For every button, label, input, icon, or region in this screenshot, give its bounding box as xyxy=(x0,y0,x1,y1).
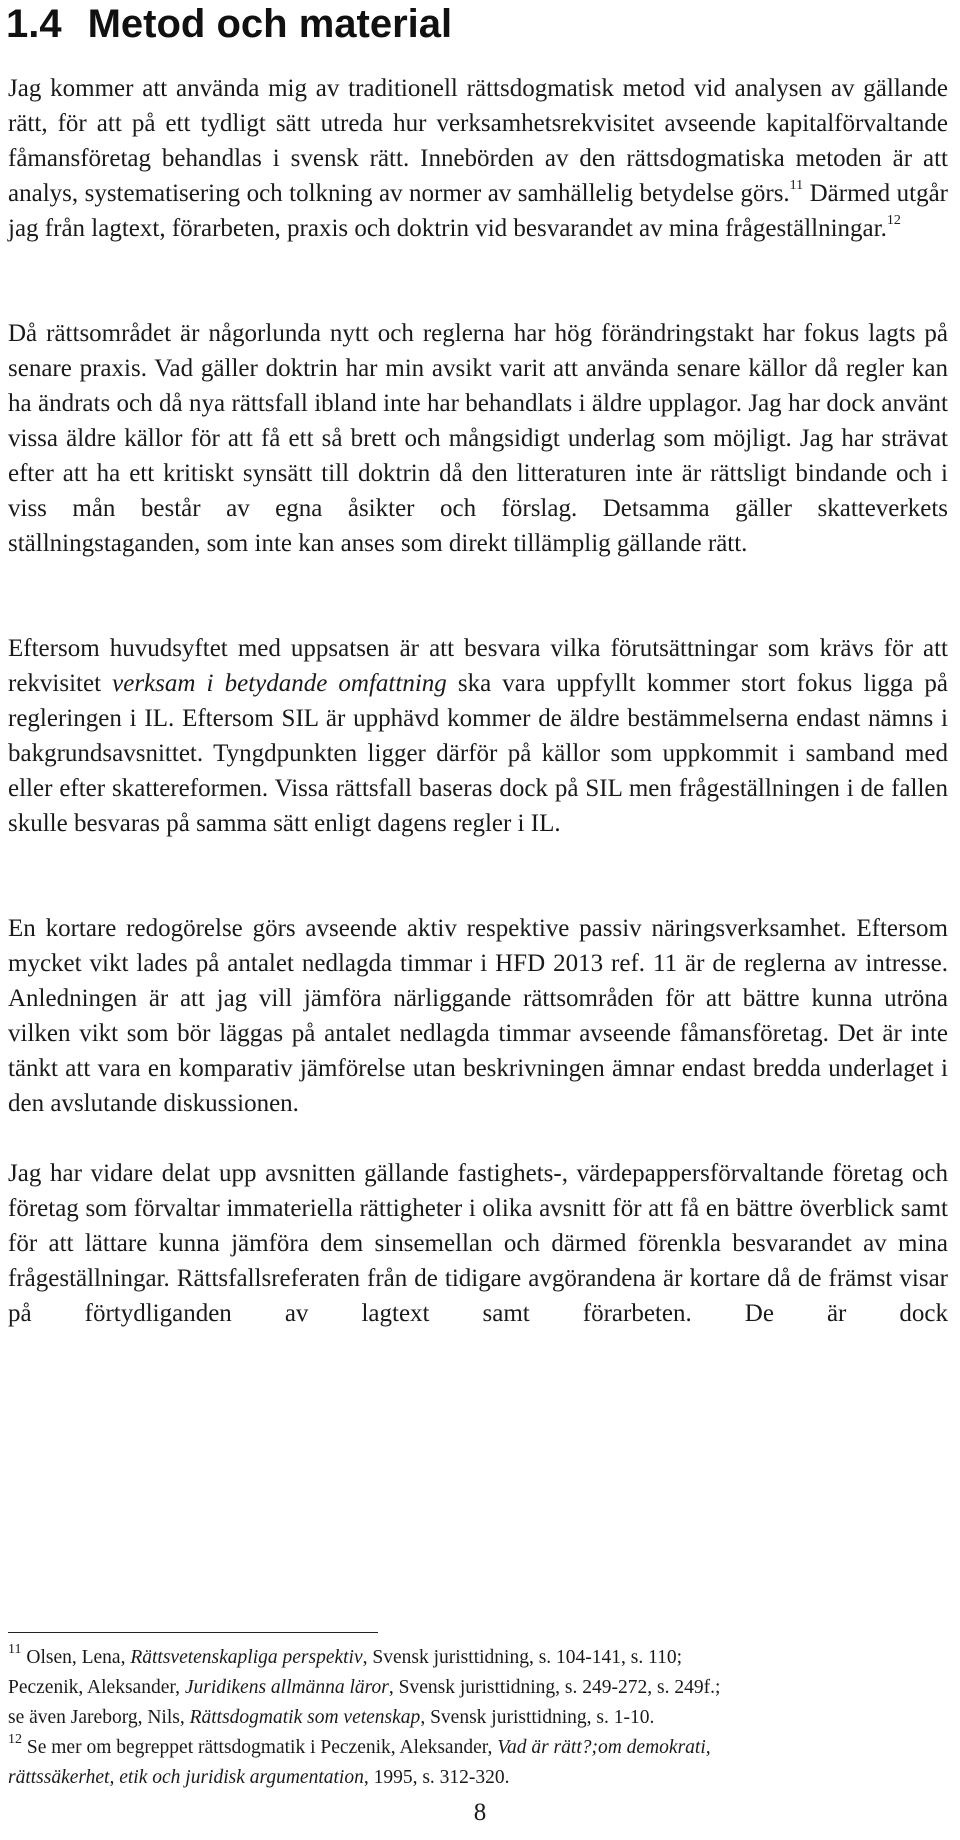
footnote-title: Vad är rätt?;om demokrati, xyxy=(497,1737,711,1758)
footnote-ref-11[interactable]: 11 xyxy=(789,177,804,193)
footnote-divider xyxy=(8,1632,378,1633)
paragraph-text: En kortare redogörelse görs avseende aktiv respektive passiv näringsverksamhet. Eftersom mycket vikt lades på antalet nedlagda timmar i HFD 2013 ref. 11 är de reglerna av intresse. Anledningen är att jag vill jämföra närliggande rättsområden för att bättre kunna utröna vilken vikt som bör läggas på antalet nedlagda timmar avseende fåmansföretag. Det är inte tänkt att vara en komparativ jämförelse utan beskrivningen ämnar endast bredda underlaget i den avslutande diskussionen. xyxy=(8,915,948,1117)
footnote-title: Juridikens allmänna läror xyxy=(184,1677,389,1698)
footnote-title: Rättsdogmatik som vetenskap xyxy=(189,1707,421,1728)
paragraph-comparison xyxy=(8,911,948,1121)
footnote-number: 12 xyxy=(8,1731,22,1747)
page-number: 8 xyxy=(473,1799,487,1826)
footnotes xyxy=(8,1643,948,1793)
paragraph-structure xyxy=(8,1156,948,1331)
footnote-title: Rättsvetenskapliga perspektiv xyxy=(130,1647,363,1668)
footnote-ref-12[interactable]: 12 xyxy=(886,212,901,228)
footnote-text: , Svensk juristtidning, s. 104-141, s. 110; xyxy=(362,1647,683,1668)
paragraph-method xyxy=(8,71,948,246)
section-heading xyxy=(6,2,452,46)
paragraph-focus xyxy=(8,631,948,841)
paragraph-text: Eftersom huvudsyftet med uppsatsen är att besvara vilka förutsättningar som krävs för att rekvisitet xyxy=(8,635,948,697)
section-title: Metod och material xyxy=(87,2,453,46)
paragraph-sources xyxy=(8,316,948,561)
footnote-text: se även Jareborg, Nils, xyxy=(8,1707,190,1728)
paragraph-text: Jag kommer att använda mig av traditionell rättsdogmatisk metod vid analysen av gällande rätt, för att på ett tydligt sätt utreda hur verksamhetsrekvisitet avseende kapitalförvaltande fåmansföretag behandlas i svensk rätt. Innebörden av den rättsdogmatiska metoden är att analys, systematisering och tolkning av normer av samhällelig betydelse görs. xyxy=(8,75,948,207)
paragraph-text: Jag har vidare delat upp avsnitten gällande fastighets-, värdepappersförvaltande företag och företag som förvaltar immateriella rättigheter i olika avsnitt för att få en bättre överblick samt för att lättare kunna jämföra dem sinsemellan och därmed förenkla besvarandet av mina frågeställningar. Rättsfallsreferaten från de tidigare avgörandena är kortare då de främst visar på förtydliganden av lagtext samt förarbeten. De är dock xyxy=(8,1160,948,1327)
footnote-text: , Svensk juristtidning, s. 249-272, s. 249f.; xyxy=(388,1677,721,1698)
footnote-12 xyxy=(8,1733,948,1793)
footnote-11 xyxy=(8,1643,948,1733)
section-number: 1.4 xyxy=(6,2,62,46)
paragraph-text: ska vara uppfyllt kommer stort fokus ligga på regleringen i IL. Eftersom SIL är upphävd kommer de äldre bestämmelserna endast nämns i bakgrundsavsnittet. Tyngdpunkten ligger därför på källor som uppkommit i samband med eller efter skattereformen. Vissa rättsfall baseras dock på SIL men frågeställningen i de fallen skulle besvaras på samma sätt enligt dagens regler i IL. xyxy=(8,670,949,837)
footnote-text: , Svensk juristtidning, s. 1-10. xyxy=(420,1707,655,1728)
footnote-text: , 1995, s. 312-320. xyxy=(363,1767,510,1788)
footnote-number: 11 xyxy=(8,1641,22,1657)
paragraph-text: Därmed utgår jag från lagtext, förarbeten, praxis och doktrin vid besvarandet av mina frågeställningar. xyxy=(8,180,948,242)
footnote-text: Se mer om begreppet rättsdogmatik i Peczenik, Aleksander, xyxy=(26,1737,498,1758)
emphasized-term: verksam i betydande omfattning xyxy=(112,670,447,697)
paragraph-text: Då rättsområdet är någorlunda nytt och reglerna har hög förändringstakt har fokus lagts på senare praxis. Vad gäller doktrin har min avsikt varit att använda senare källor då regler kan ha ändrats och då nya rättsfall ibland inte har behandlats i äldre upplagor. Jag har dock använt vissa äldre källor för att få ett så brett och mångsidigt underlag som möjligt. Jag har strävat efter att ha ett kritiskt synsätt till doktrin då den litteraturen inte är rättsligt bindande och i viss mån består av egna åsikter och förslag. Detsamma gäller skatteverkets ställningstaganden, som inte kan anses som direkt tillämplig gällande rätt. xyxy=(8,320,948,557)
footnote-title: rättssäkerhet, etik och juridisk argumentation xyxy=(8,1767,364,1788)
footnote-text: Olsen, Lena, xyxy=(26,1647,131,1668)
footnote-text: Peczenik, Aleksander, xyxy=(8,1677,185,1698)
